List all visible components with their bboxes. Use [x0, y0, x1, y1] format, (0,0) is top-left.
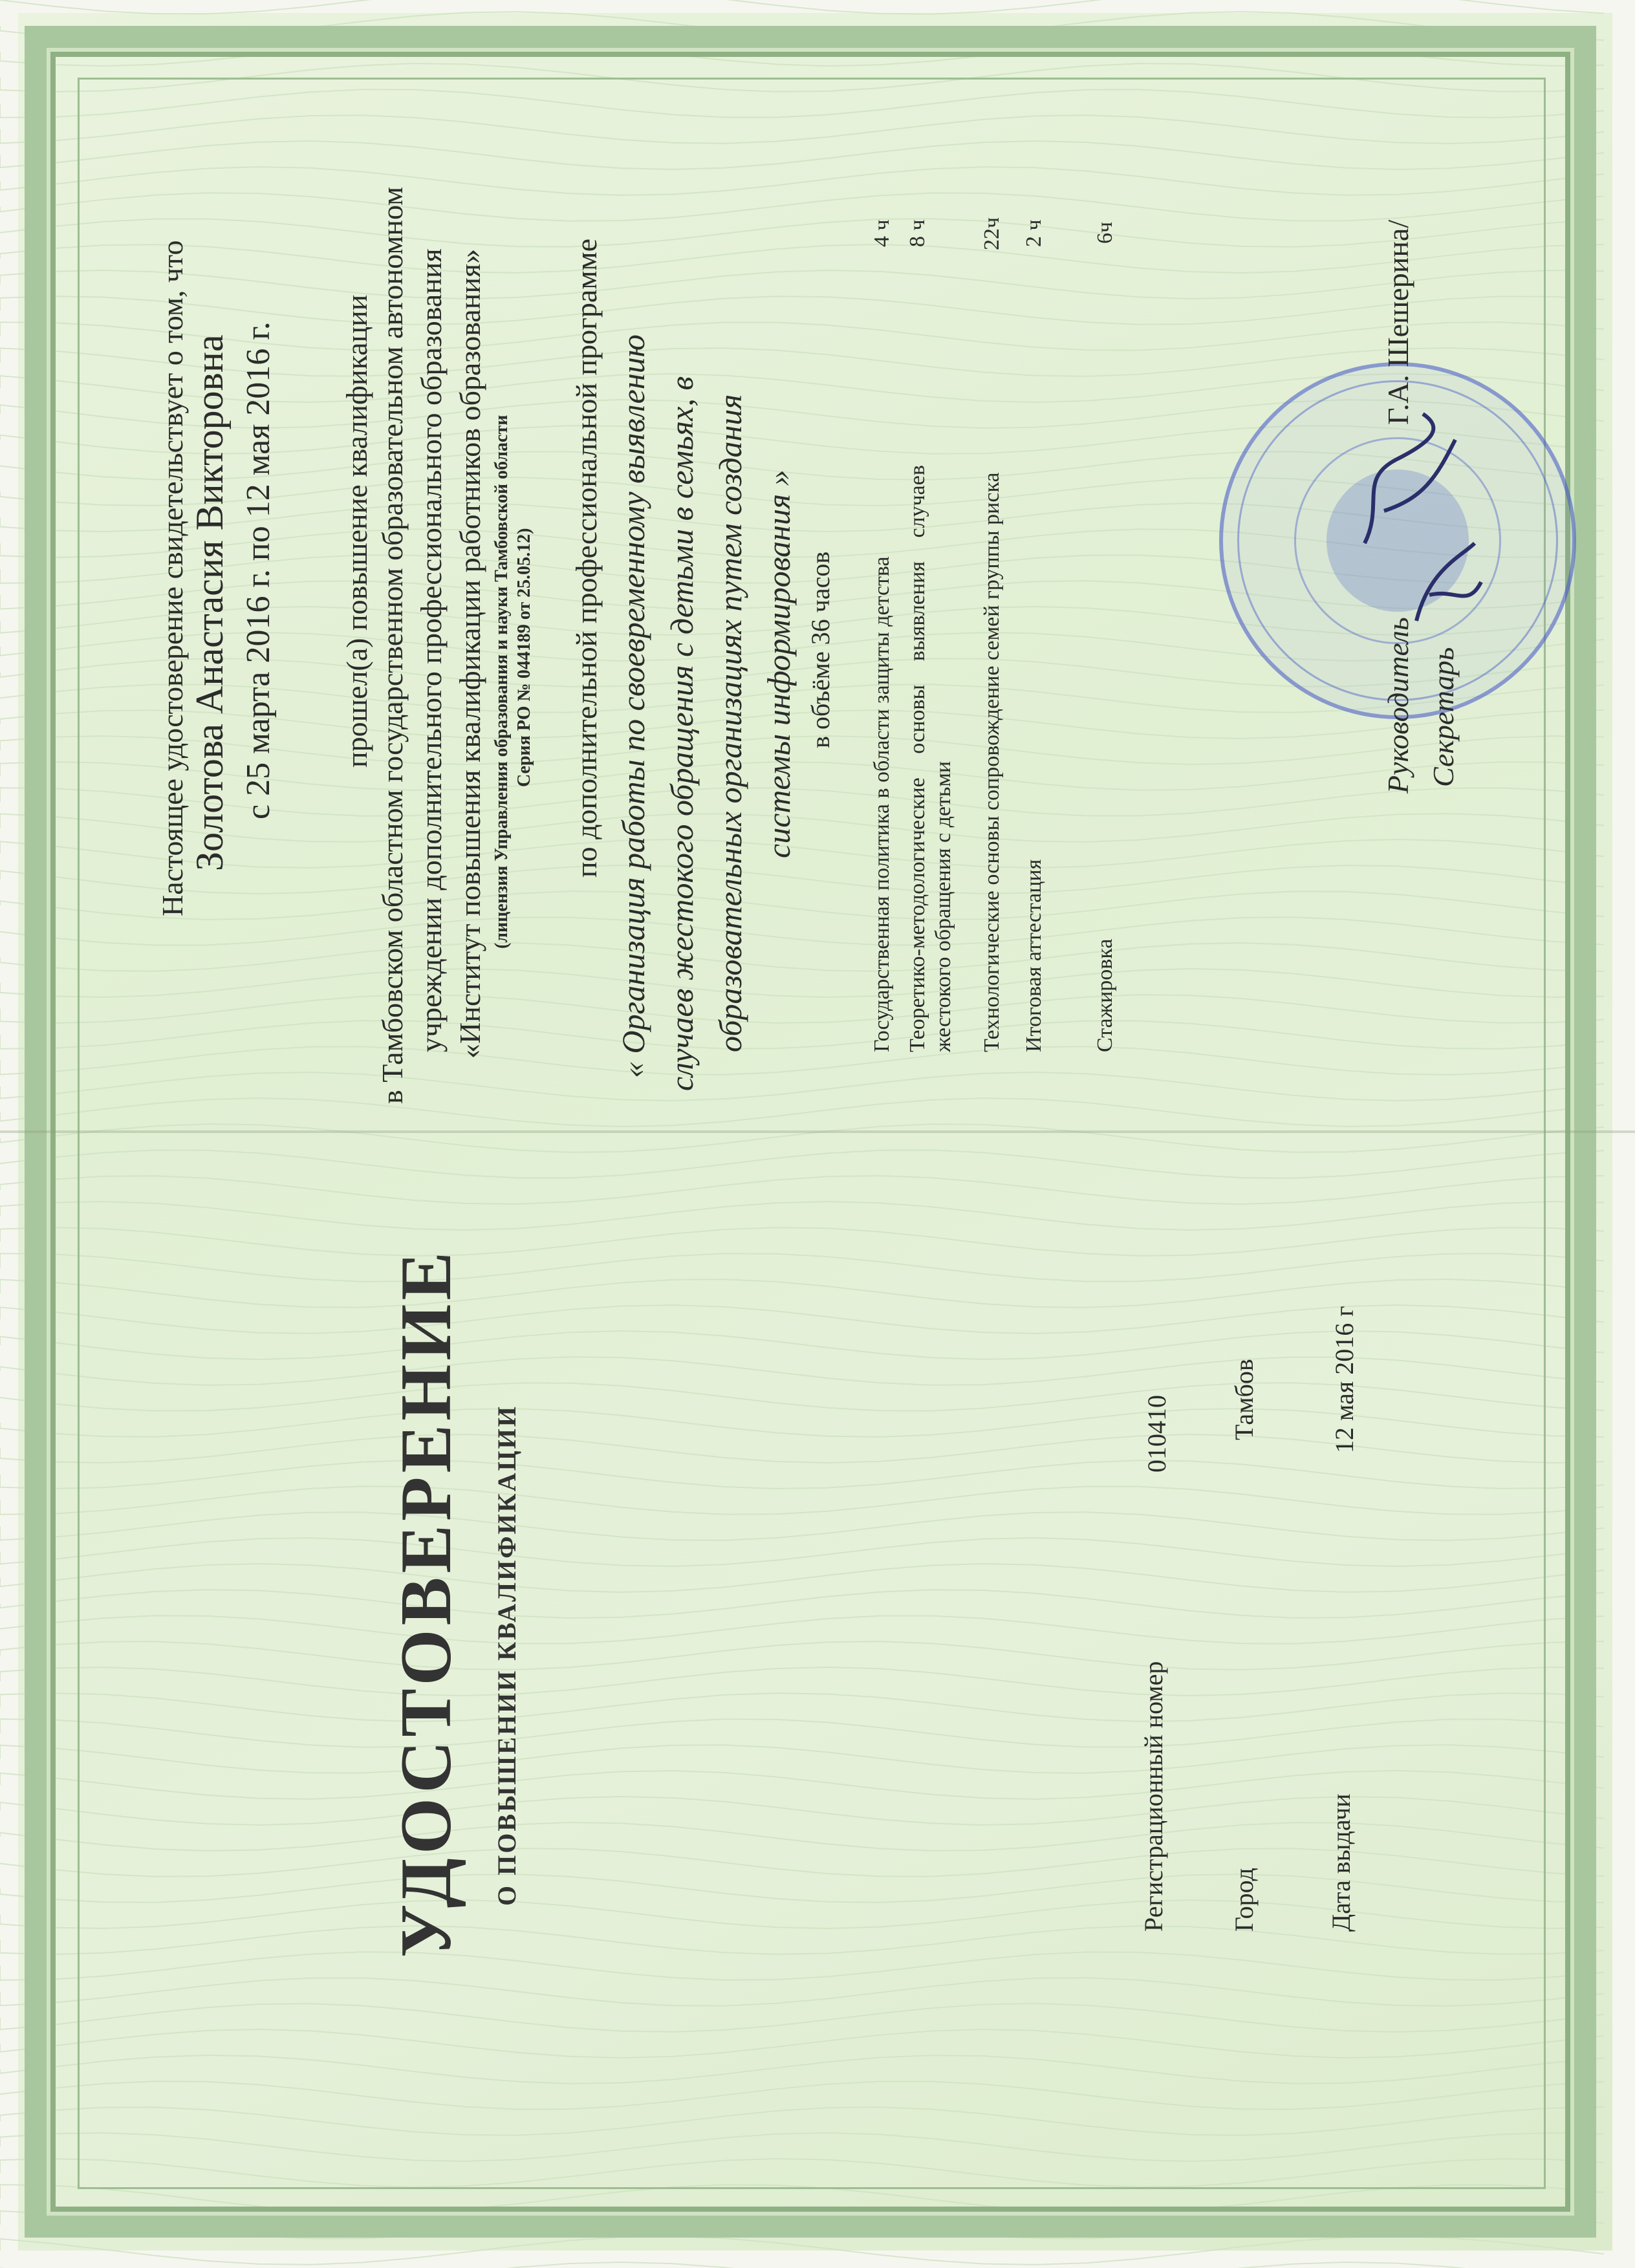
head-name: Г.А. Шешерина/: [1381, 219, 1414, 425]
head-label: Руководитель: [1381, 617, 1414, 794]
program-line-4: системы информирования »: [761, 470, 797, 858]
program-line-3: образовательных организациях путем создания: [712, 394, 748, 1052]
issue-date-label: Дата выдачи: [1326, 1793, 1356, 1932]
secretary-label: Секретарь: [1427, 647, 1460, 787]
license-line-2: Серия РО № 044189 от 25.05.12): [514, 528, 534, 787]
subject-2-name: Теоретико-методологические основы выявления случаев: [905, 465, 929, 1052]
reg-number: 010410: [1142, 1395, 1171, 1473]
document-title: УДОСТОВЕРЕНИЕ: [386, 1247, 466, 1958]
institution-line-2: учреждении дополнительного профессионального образования: [415, 248, 448, 1052]
intro-text: Настоящее удостоверение свидетельствует о том, что: [156, 240, 189, 916]
subject-5-hours: 6ч: [1093, 221, 1117, 244]
license-line-1: (лицензия Управления образования и науки Тамбовской области: [492, 415, 512, 949]
institution-line-1: в Тамбовском областном государственном образовательном автономном: [376, 186, 409, 1104]
subject-2-hours: 8 ч: [905, 219, 929, 247]
subject-1-hours: 4 ч: [870, 219, 894, 247]
subject-4-hours: 2 ч: [1022, 219, 1046, 247]
program-line-2: случаев жестокого обращения с детьми в семьях, в: [664, 376, 700, 1091]
subject-3-hours: 22ч: [980, 217, 1004, 250]
subject-1-name: Государственная политика в области защиты детства: [870, 556, 894, 1052]
city-value: Тамбов: [1229, 1359, 1259, 1440]
program-intro: по дополнительной профессиональной программе: [570, 239, 603, 878]
city-label: Город: [1229, 1868, 1259, 1932]
subject-4-name: Итоговая аттестация: [1022, 859, 1046, 1052]
reg-label: Регистрационный номер: [1139, 1661, 1168, 1932]
recipient-name: Золотова Анастасия Викторовна: [188, 334, 231, 871]
institution-line-3: «Институт повышения квалификации работников образования»: [453, 248, 486, 1059]
study-period: с 25 марта 2016 г. по 12 мая 2016 г.: [240, 321, 277, 819]
subject-3-name: Технологические основы сопровождение семей группы риска: [980, 472, 1004, 1052]
passed-text: прошел(а) повышение квалификации: [340, 294, 373, 768]
document-subtitle: О ПОВЫШЕНИИ КВАЛИФИКАЦИИ: [492, 1405, 521, 1906]
issue-date-value: 12 мая 2016 г: [1330, 1306, 1359, 1453]
subject-2-name-cont: жестокого обращения с детьми: [931, 761, 955, 1052]
program-line-1: « Организация работы по своевременному выявлению: [615, 334, 651, 1078]
subject-5-name: Стажировка: [1093, 938, 1117, 1052]
volume-text: в объёме 36 часов: [806, 551, 835, 748]
